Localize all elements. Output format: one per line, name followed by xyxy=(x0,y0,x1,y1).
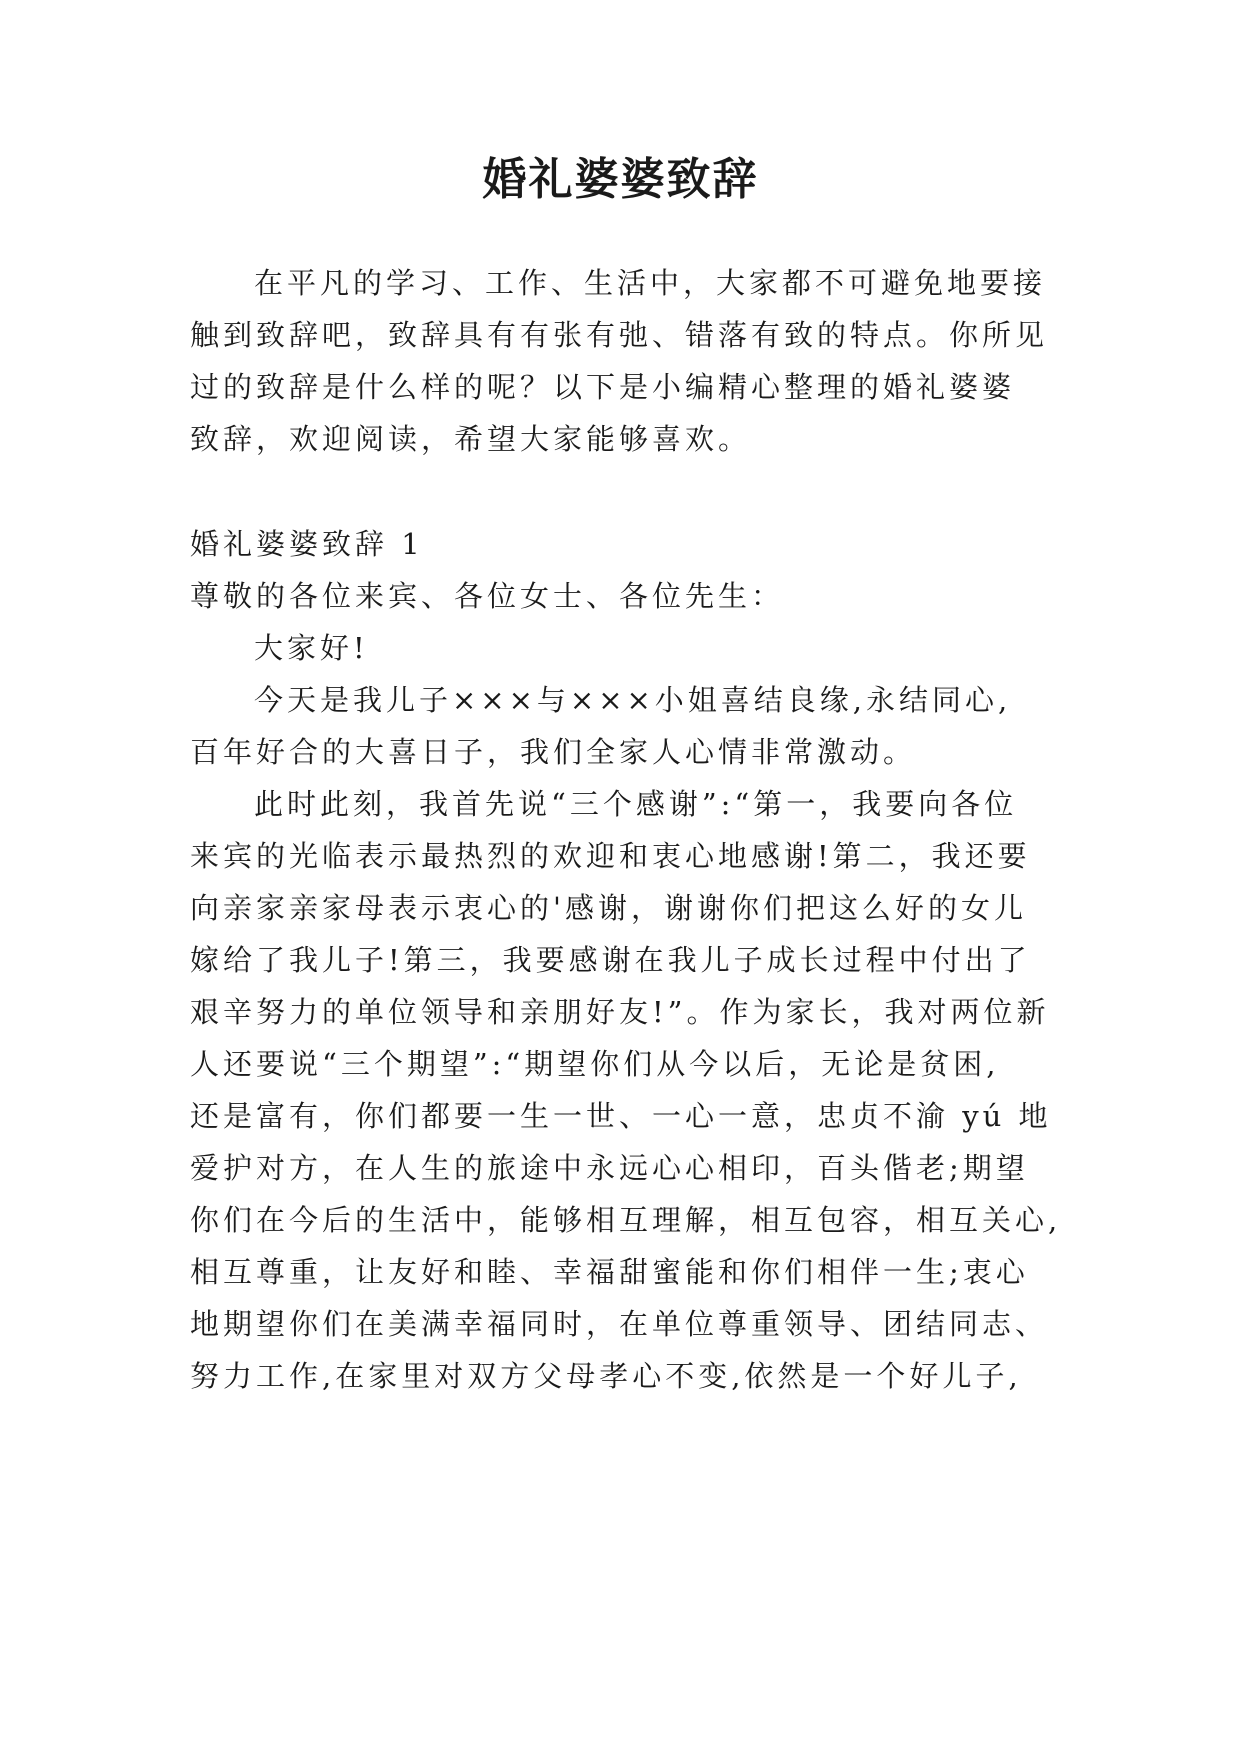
greeting: 大家好! xyxy=(254,631,369,665)
paragraph-line: 今天是我儿子×××与×××小姐喜结良缘,永结同心, xyxy=(254,683,1012,717)
paragraph-line: 地期望你们在美满幸福同时，在单位尊重领导、团结同志、 xyxy=(190,1307,1049,1341)
paragraph-line: 爱护对方，在人生的旅途中永远心心相印，百头偕老;期望 xyxy=(190,1151,1029,1185)
section-heading: 婚礼婆婆致辞 1 xyxy=(190,527,424,561)
paragraph-line: 此时此刻，我首先说“三个感谢”:“第一，我要向各位 xyxy=(254,787,1018,821)
intro-line: 触到致辞吧，致辞具有有张有弛、错落有致的特点。你所见 xyxy=(190,318,1049,352)
paragraph-line: 人还要说“三个期望”:“期望你们从今以后，无论是贫困, xyxy=(190,1047,1000,1081)
intro-line: 致辞，欢迎阅读，希望大家能够喜欢。 xyxy=(190,422,752,456)
paragraph-line: 还是富有，你们都要一生一世、一心一意，忠贞不渝 yú 地 xyxy=(190,1099,1052,1133)
paragraph-line: 嫁给了我儿子!第三，我要感谢在我儿子成长过程中付出了 xyxy=(190,943,1031,977)
paragraph-line: 百年好合的大喜日子，我们全家人心情非常激动。 xyxy=(190,735,917,769)
paragraph-line: 相互尊重，让友好和睦、幸福甜蜜能和你们相伴一生;衷心 xyxy=(190,1255,1029,1289)
intro-line: 过的致辞是什么样的呢？以下是小编精心整理的婚礼婆婆 xyxy=(190,370,1016,404)
paragraph-line: 你们在今后的生活中，能够相互理解，相互包容，相互关心, xyxy=(190,1203,1062,1237)
paragraph-line: 艰辛努力的单位领导和亲朋好友!”。作为家长，我对两位新 xyxy=(190,995,1050,1029)
salutation: 尊敬的各位来宾、各位女士、各位先生： xyxy=(190,579,785,613)
paragraph-line: 努力工作,在家里对双方父母孝心不变,依然是一个好儿子, xyxy=(190,1359,1022,1393)
paragraph-line: 向亲家亲家母表示衷心的'感谢，谢谢你们把这么好的女儿 xyxy=(190,891,1027,925)
paragraph-line: 来宾的光临表示最热烈的欢迎和衷心地感谢!第二，我还要 xyxy=(190,839,1031,873)
intro-line: 在平凡的学习、工作、生活中，大家都不可避免地要接 xyxy=(254,266,1047,300)
document-title: 婚礼婆婆致辞 xyxy=(482,154,759,205)
